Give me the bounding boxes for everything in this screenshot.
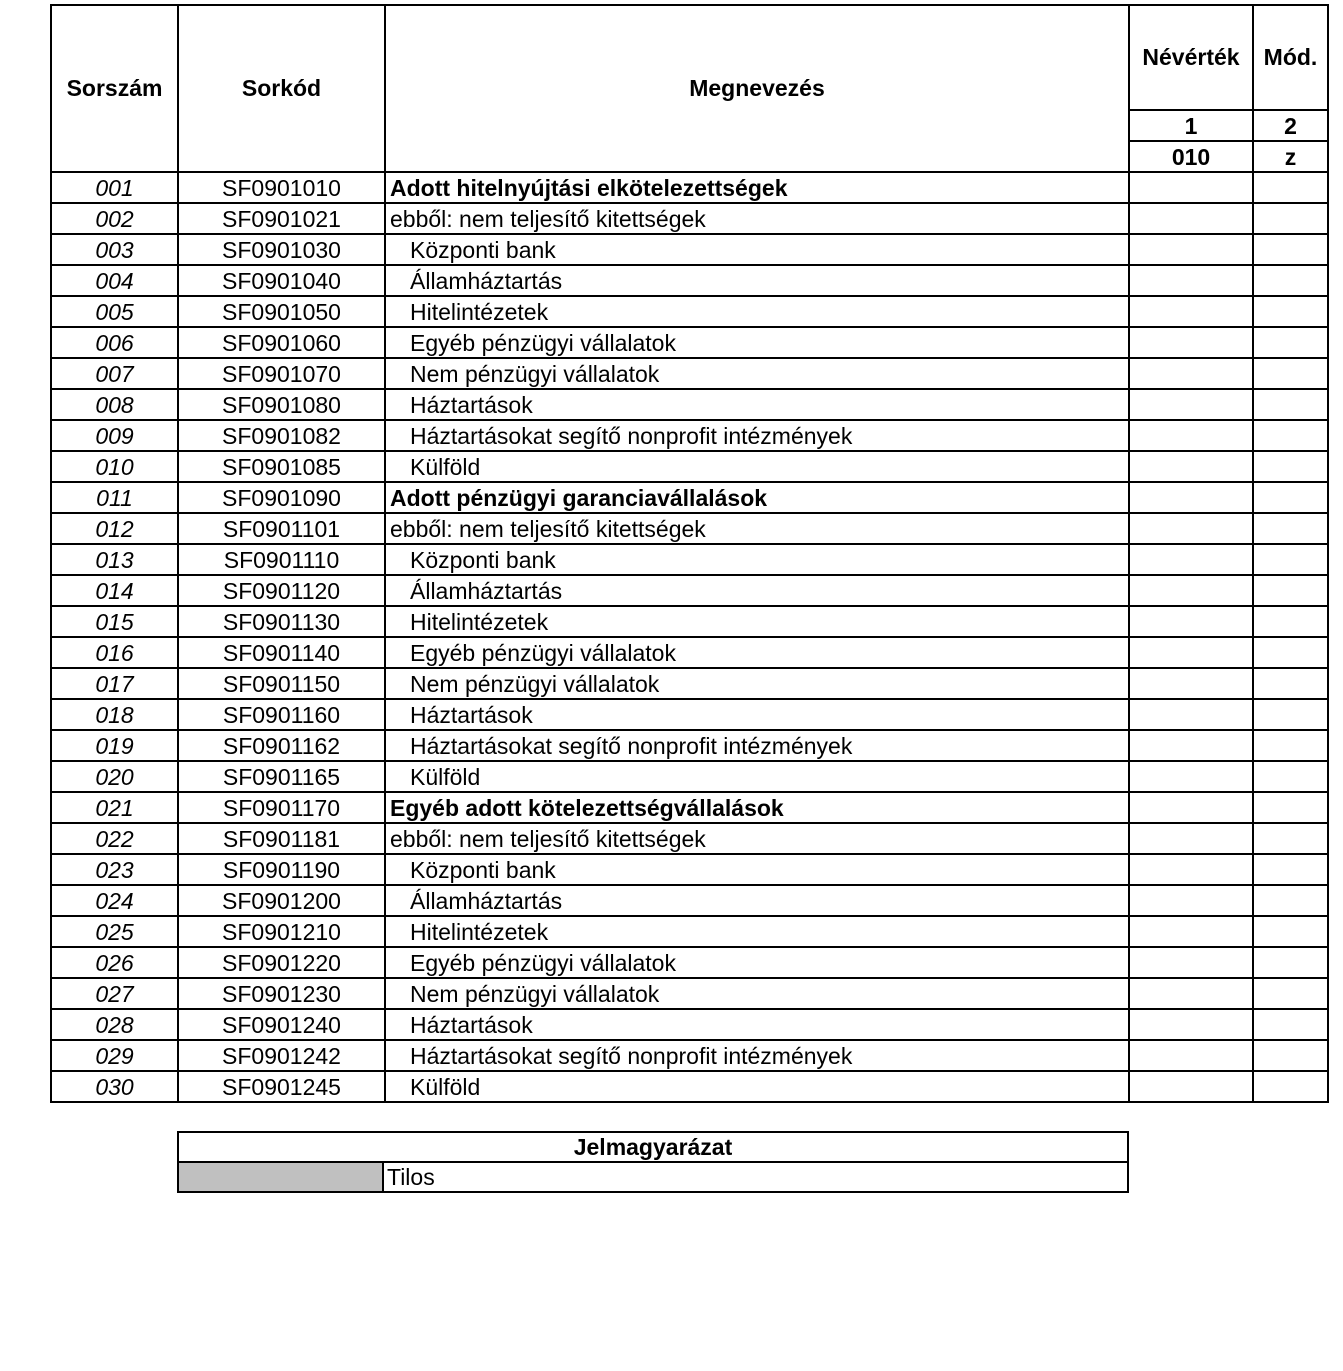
row-number: 022 — [51, 823, 178, 854]
cell-nevertek[interactable] — [1129, 575, 1253, 606]
row-code: SF0901130 — [178, 606, 385, 637]
cell-nevertek[interactable] — [1129, 172, 1253, 203]
row-number: 019 — [51, 730, 178, 761]
table-row — [51, 172, 1328, 203]
row-name: Hitelintézetek — [385, 916, 1129, 947]
row-name: Külföld — [385, 451, 1129, 482]
row-name: Hitelintézetek — [385, 606, 1129, 637]
row-code: SF0901200 — [178, 885, 385, 916]
cell-nevertek[interactable] — [1129, 1040, 1253, 1071]
row-name: Háztartásokat segítő nonprofit intézmények — [385, 420, 1129, 451]
table-row — [51, 575, 1328, 606]
cell-mod[interactable] — [1253, 792, 1328, 823]
cell-nevertek[interactable] — [1129, 885, 1253, 916]
row-number: 023 — [51, 854, 178, 885]
cell-nevertek[interactable] — [1129, 730, 1253, 761]
row-name: Hitelintézetek — [385, 296, 1129, 327]
row-name: Háztartásokat segítő nonprofit intézmények — [385, 730, 1129, 761]
cell-mod[interactable] — [1253, 606, 1328, 637]
row-code: SF0901150 — [178, 668, 385, 699]
cell-mod[interactable] — [1253, 358, 1328, 389]
row-name: Adott pénzügyi garanciavállalások — [385, 482, 1129, 513]
cell-nevertek[interactable] — [1129, 389, 1253, 420]
cell-mod[interactable] — [1253, 482, 1328, 513]
row-name: Nem pénzügyi vállalatok — [385, 668, 1129, 699]
row-code: SF0901230 — [178, 978, 385, 1009]
row-number: 015 — [51, 606, 178, 637]
row-code: SF0901190 — [178, 854, 385, 885]
table-row — [51, 637, 1328, 668]
cell-mod[interactable] — [1253, 854, 1328, 885]
table-row — [51, 1071, 1328, 1102]
row-name: Háztartások — [385, 699, 1129, 730]
row-name: Egyéb adott kötelezettségvállalások — [385, 792, 1129, 823]
cell-nevertek[interactable] — [1129, 1009, 1253, 1040]
row-name: ebből: nem teljesítő kitettségek — [385, 823, 1129, 854]
row-number: 014 — [51, 575, 178, 606]
cell-mod[interactable] — [1253, 265, 1328, 296]
cell-mod[interactable] — [1253, 203, 1328, 234]
row-code: SF0901090 — [178, 482, 385, 513]
row-number: 007 — [51, 358, 178, 389]
row-name: Központi bank — [385, 854, 1129, 885]
cell-nevertek[interactable] — [1129, 947, 1253, 978]
row-name: Külföld — [385, 761, 1129, 792]
row-code: SF0901165 — [178, 761, 385, 792]
row-name: Adott hitelnyújtási elkötelezettségek — [385, 172, 1129, 203]
row-code: SF0901085 — [178, 451, 385, 482]
row-number: 006 — [51, 327, 178, 358]
row-code: SF0901040 — [178, 265, 385, 296]
table-row — [51, 823, 1328, 854]
cell-nevertek[interactable] — [1129, 978, 1253, 1009]
table-row — [51, 854, 1328, 885]
cell-mod[interactable] — [1253, 947, 1328, 978]
cell-nevertek[interactable] — [1129, 203, 1253, 234]
row-name: Háztartásokat segítő nonprofit intézmények — [385, 1040, 1129, 1071]
row-code: SF0901101 — [178, 513, 385, 544]
row-code: SF0901110 — [178, 544, 385, 575]
cell-nevertek[interactable] — [1129, 1071, 1253, 1102]
table-row — [51, 544, 1328, 575]
row-code: SF0901080 — [178, 389, 385, 420]
table-row — [51, 358, 1328, 389]
row-number: 026 — [51, 947, 178, 978]
table-row — [51, 1040, 1328, 1071]
row-name: Háztartások — [385, 1009, 1129, 1040]
cell-nevertek[interactable] — [1129, 761, 1253, 792]
table-row — [51, 730, 1328, 761]
table-row — [51, 327, 1328, 358]
legend-table — [177, 1131, 1129, 1193]
cell-mod[interactable] — [1253, 1071, 1328, 1102]
row-code: SF0901220 — [178, 947, 385, 978]
table-row — [51, 389, 1328, 420]
cell-mod[interactable] — [1253, 234, 1328, 265]
row-number: 028 — [51, 1009, 178, 1040]
table-row — [51, 978, 1328, 1009]
table-row — [51, 296, 1328, 327]
table-row — [51, 482, 1328, 513]
row-code: SF0901170 — [178, 792, 385, 823]
row-code: SF0901160 — [178, 699, 385, 730]
cell-nevertek[interactable] — [1129, 823, 1253, 854]
row-code: SF0901010 — [178, 172, 385, 203]
row-code: SF0901070 — [178, 358, 385, 389]
row-code: SF0901240 — [178, 1009, 385, 1040]
row-name: Nem pénzügyi vállalatok — [385, 358, 1129, 389]
cell-mod[interactable] — [1253, 172, 1328, 203]
cell-mod[interactable] — [1253, 389, 1328, 420]
row-number: 027 — [51, 978, 178, 1009]
row-code: SF0901210 — [178, 916, 385, 947]
table-row — [51, 916, 1328, 947]
table-row — [51, 947, 1328, 978]
header-col2-code: z — [1253, 141, 1328, 172]
row-code: SF0901082 — [178, 420, 385, 451]
cell-nevertek[interactable] — [1129, 606, 1253, 637]
table-row — [51, 203, 1328, 234]
cell-nevertek[interactable] — [1129, 420, 1253, 451]
header-mod: Mód. — [1253, 5, 1328, 110]
row-number: 020 — [51, 761, 178, 792]
cell-mod[interactable] — [1253, 978, 1328, 1009]
cell-nevertek[interactable] — [1129, 265, 1253, 296]
row-code: SF0901030 — [178, 234, 385, 265]
table-row — [51, 668, 1328, 699]
row-code: SF0901021 — [178, 203, 385, 234]
cell-mod[interactable] — [1253, 885, 1328, 916]
cell-nevertek[interactable] — [1129, 513, 1253, 544]
cell-mod[interactable] — [1253, 761, 1328, 792]
row-code: SF0901245 — [178, 1071, 385, 1102]
table-row — [51, 451, 1328, 482]
row-number: 017 — [51, 668, 178, 699]
row-number: 021 — [51, 792, 178, 823]
row-number: 010 — [51, 451, 178, 482]
report-table — [50, 4, 1329, 1103]
cell-nevertek[interactable] — [1129, 296, 1253, 327]
table-row — [51, 1009, 1328, 1040]
legend-title: Jelmagyarázat — [178, 1132, 1128, 1162]
cell-mod[interactable] — [1253, 513, 1328, 544]
row-name: Nem pénzügyi vállalatok — [385, 978, 1129, 1009]
table-row — [51, 265, 1328, 296]
row-name: Külföld — [385, 1071, 1129, 1102]
cell-mod[interactable] — [1253, 544, 1328, 575]
row-number: 016 — [51, 637, 178, 668]
row-code: SF0901120 — [178, 575, 385, 606]
row-name: ebből: nem teljesítő kitettségek — [385, 203, 1129, 234]
cell-nevertek[interactable] — [1129, 358, 1253, 389]
row-name: ebből: nem teljesítő kitettségek — [385, 513, 1129, 544]
cell-nevertek[interactable] — [1129, 451, 1253, 482]
row-name: Egyéb pénzügyi vállalatok — [385, 327, 1129, 358]
cell-nevertek[interactable] — [1129, 854, 1253, 885]
row-name: Egyéb pénzügyi vállalatok — [385, 947, 1129, 978]
row-number: 012 — [51, 513, 178, 544]
cell-nevertek[interactable] — [1129, 699, 1253, 730]
row-name: Központi bank — [385, 234, 1129, 265]
row-number: 003 — [51, 234, 178, 265]
row-code: SF0901162 — [178, 730, 385, 761]
legend-label-tilos: Tilos — [383, 1162, 1128, 1192]
row-number: 011 — [51, 482, 178, 513]
cell-mod[interactable] — [1253, 420, 1328, 451]
row-number: 008 — [51, 389, 178, 420]
table-row — [51, 606, 1328, 637]
row-number: 029 — [51, 1040, 178, 1071]
row-number: 005 — [51, 296, 178, 327]
cell-nevertek[interactable] — [1129, 234, 1253, 265]
row-number: 018 — [51, 699, 178, 730]
cell-mod[interactable] — [1253, 1009, 1328, 1040]
row-name: Egyéb pénzügyi vállalatok — [385, 637, 1129, 668]
cell-mod[interactable] — [1253, 1040, 1328, 1071]
cell-mod[interactable] — [1253, 916, 1328, 947]
row-code: SF0901060 — [178, 327, 385, 358]
table-body — [51, 172, 1328, 1102]
row-name: Központi bank — [385, 544, 1129, 575]
row-number: 009 — [51, 420, 178, 451]
header-col1-number: 1 — [1129, 110, 1253, 141]
header-col2-number: 2 — [1253, 110, 1328, 141]
row-name: Államháztartás — [385, 265, 1129, 296]
table-row — [51, 699, 1328, 730]
cell-mod[interactable] — [1253, 730, 1328, 761]
cell-mod[interactable] — [1253, 699, 1328, 730]
row-number: 013 — [51, 544, 178, 575]
cell-nevertek[interactable] — [1129, 544, 1253, 575]
cell-nevertek[interactable] — [1129, 327, 1253, 358]
cell-nevertek[interactable] — [1129, 482, 1253, 513]
row-number: 001 — [51, 172, 178, 203]
row-name: Államháztartás — [385, 885, 1129, 916]
cell-nevertek[interactable] — [1129, 916, 1253, 947]
cell-mod[interactable] — [1253, 451, 1328, 482]
row-number: 002 — [51, 203, 178, 234]
row-code: SF0901181 — [178, 823, 385, 854]
row-code: SF0901242 — [178, 1040, 385, 1071]
header-col1-code: 010 — [1129, 141, 1253, 172]
cell-mod[interactable] — [1253, 327, 1328, 358]
table-row — [51, 420, 1328, 451]
table-row — [51, 792, 1328, 823]
cell-mod[interactable] — [1253, 575, 1328, 606]
cell-mod[interactable] — [1253, 637, 1328, 668]
legend-swatch-tilos — [178, 1162, 383, 1192]
header-nevertek: Névérték — [1129, 5, 1253, 110]
row-code: SF0901050 — [178, 296, 385, 327]
table-row — [51, 885, 1328, 916]
cell-mod[interactable] — [1253, 296, 1328, 327]
header-sorszam: Sorszám — [51, 5, 178, 172]
cell-mod[interactable] — [1253, 668, 1328, 699]
table-row — [51, 761, 1328, 792]
row-number: 030 — [51, 1071, 178, 1102]
row-number: 025 — [51, 916, 178, 947]
cell-nevertek[interactable] — [1129, 668, 1253, 699]
row-number: 024 — [51, 885, 178, 916]
cell-nevertek[interactable] — [1129, 637, 1253, 668]
header-megnevezes: Megnevezés — [385, 5, 1129, 172]
row-name: Államháztartás — [385, 575, 1129, 606]
header-sorkod: Sorkód — [178, 5, 385, 172]
table-row — [51, 513, 1328, 544]
table-row — [51, 234, 1328, 265]
cell-mod[interactable] — [1253, 823, 1328, 854]
cell-nevertek[interactable] — [1129, 792, 1253, 823]
row-name: Háztartások — [385, 389, 1129, 420]
row-number: 004 — [51, 265, 178, 296]
row-code: SF0901140 — [178, 637, 385, 668]
